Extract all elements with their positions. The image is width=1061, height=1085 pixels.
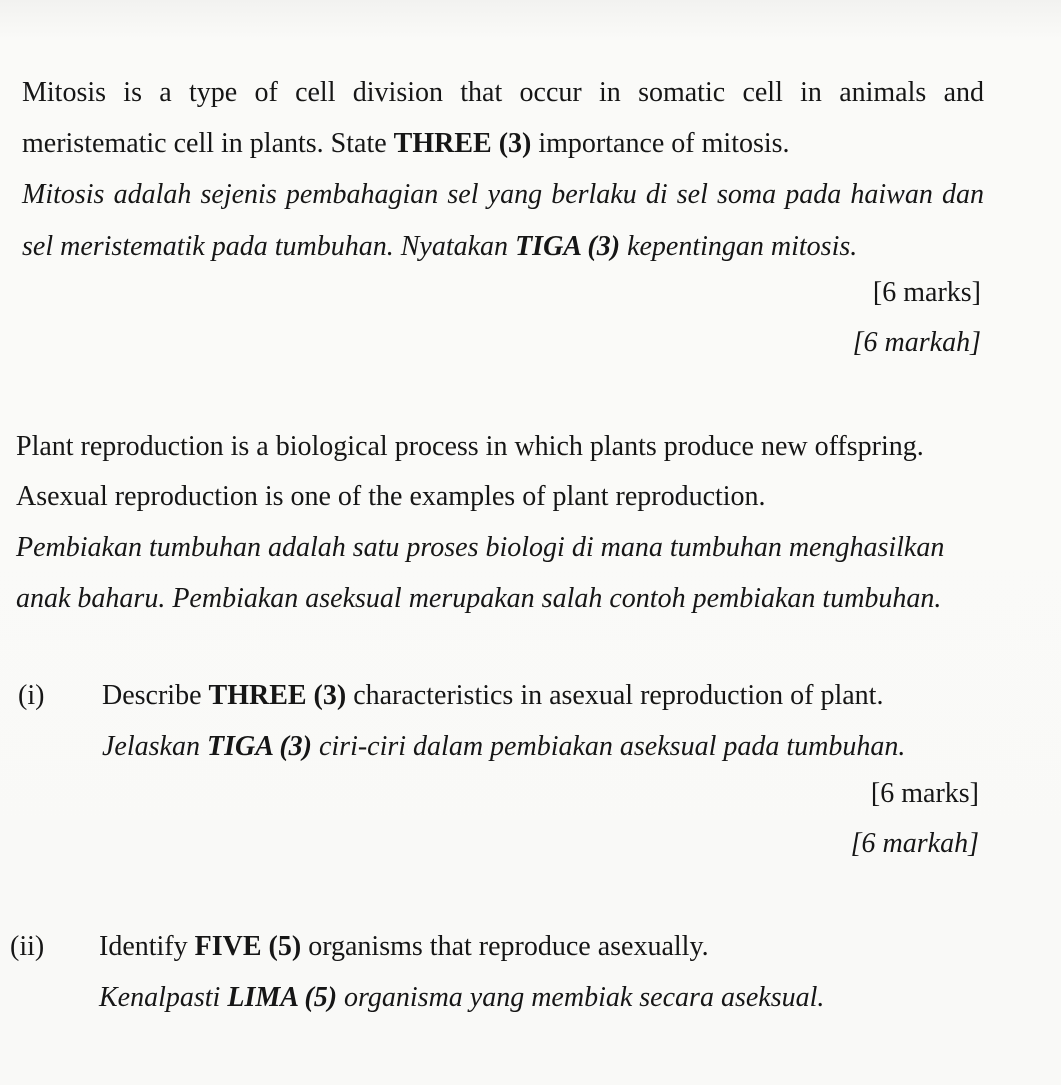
q1-english-emphasis: THREE (3) [393, 128, 532, 159]
part-i-malay: Jelaskan TIGA (3) ciri-ciri dalam pembiakan aseksual pada tumbuhan. [102, 731, 906, 762]
part-i-marks-english: [6 marks] [870, 778, 979, 809]
q2-intro-malay-line-1: Pembiakan tumbuhan adalah satu proses biologi di mana tumbuhan menghasilkan [16, 532, 945, 563]
part-ii-label: (ii) [10, 931, 45, 962]
q1-malay-line-1: Mitosis adalah sejenis pembahagian sel yang berlaku di sel soma pada haiwan dan [22, 179, 984, 210]
part-ii-english-emphasis: FIVE (5) [194, 931, 302, 962]
q2-intro-english-line-1: Plant reproduction is a biological process in which plants produce new offspring. [16, 431, 924, 462]
q1-marks-malay: [6 markah] [852, 327, 981, 358]
q1-english-line-2: meristematic cell in plants. State THREE (3) importance of mitosis. [22, 128, 790, 159]
q2-intro-english-line-2: Asexual reproduction is one of the examples of plant reproduction. [16, 481, 766, 512]
q1-malay-emphasis: TIGA (3) [515, 231, 621, 262]
part-i-english: Describe THREE (3) characteristics in asexual reproduction of plant. [102, 680, 884, 711]
q1-english-line-1: Mitosis is a type of cell division that occur in somatic cell in animals and [22, 77, 984, 108]
part-i-label: (i) [18, 680, 45, 711]
part-i-marks-malay: [6 markah] [850, 828, 979, 859]
part-ii-malay-emphasis: LIMA (5) [227, 982, 338, 1013]
q1-malay-line-2: sel meristematik pada tumbuhan. Nyatakan TIGA (3) kepentingan mitosis. [22, 231, 858, 262]
part-ii-english: Identify FIVE (5) organisms that reproduce asexually. [99, 931, 709, 962]
q1-marks-english: [6 marks] [872, 277, 981, 308]
part-i-malay-emphasis: TIGA (3) [206, 731, 312, 762]
part-i-english-emphasis: THREE (3) [208, 680, 347, 711]
q2-intro-malay-line-2: anak baharu. Pembiakan aseksual merupakan salah contoh pembiakan tumbuhan. [16, 583, 942, 614]
part-ii-malay: Kenalpasti LIMA (5) organisma yang membiak secara aseksual. [99, 982, 825, 1013]
